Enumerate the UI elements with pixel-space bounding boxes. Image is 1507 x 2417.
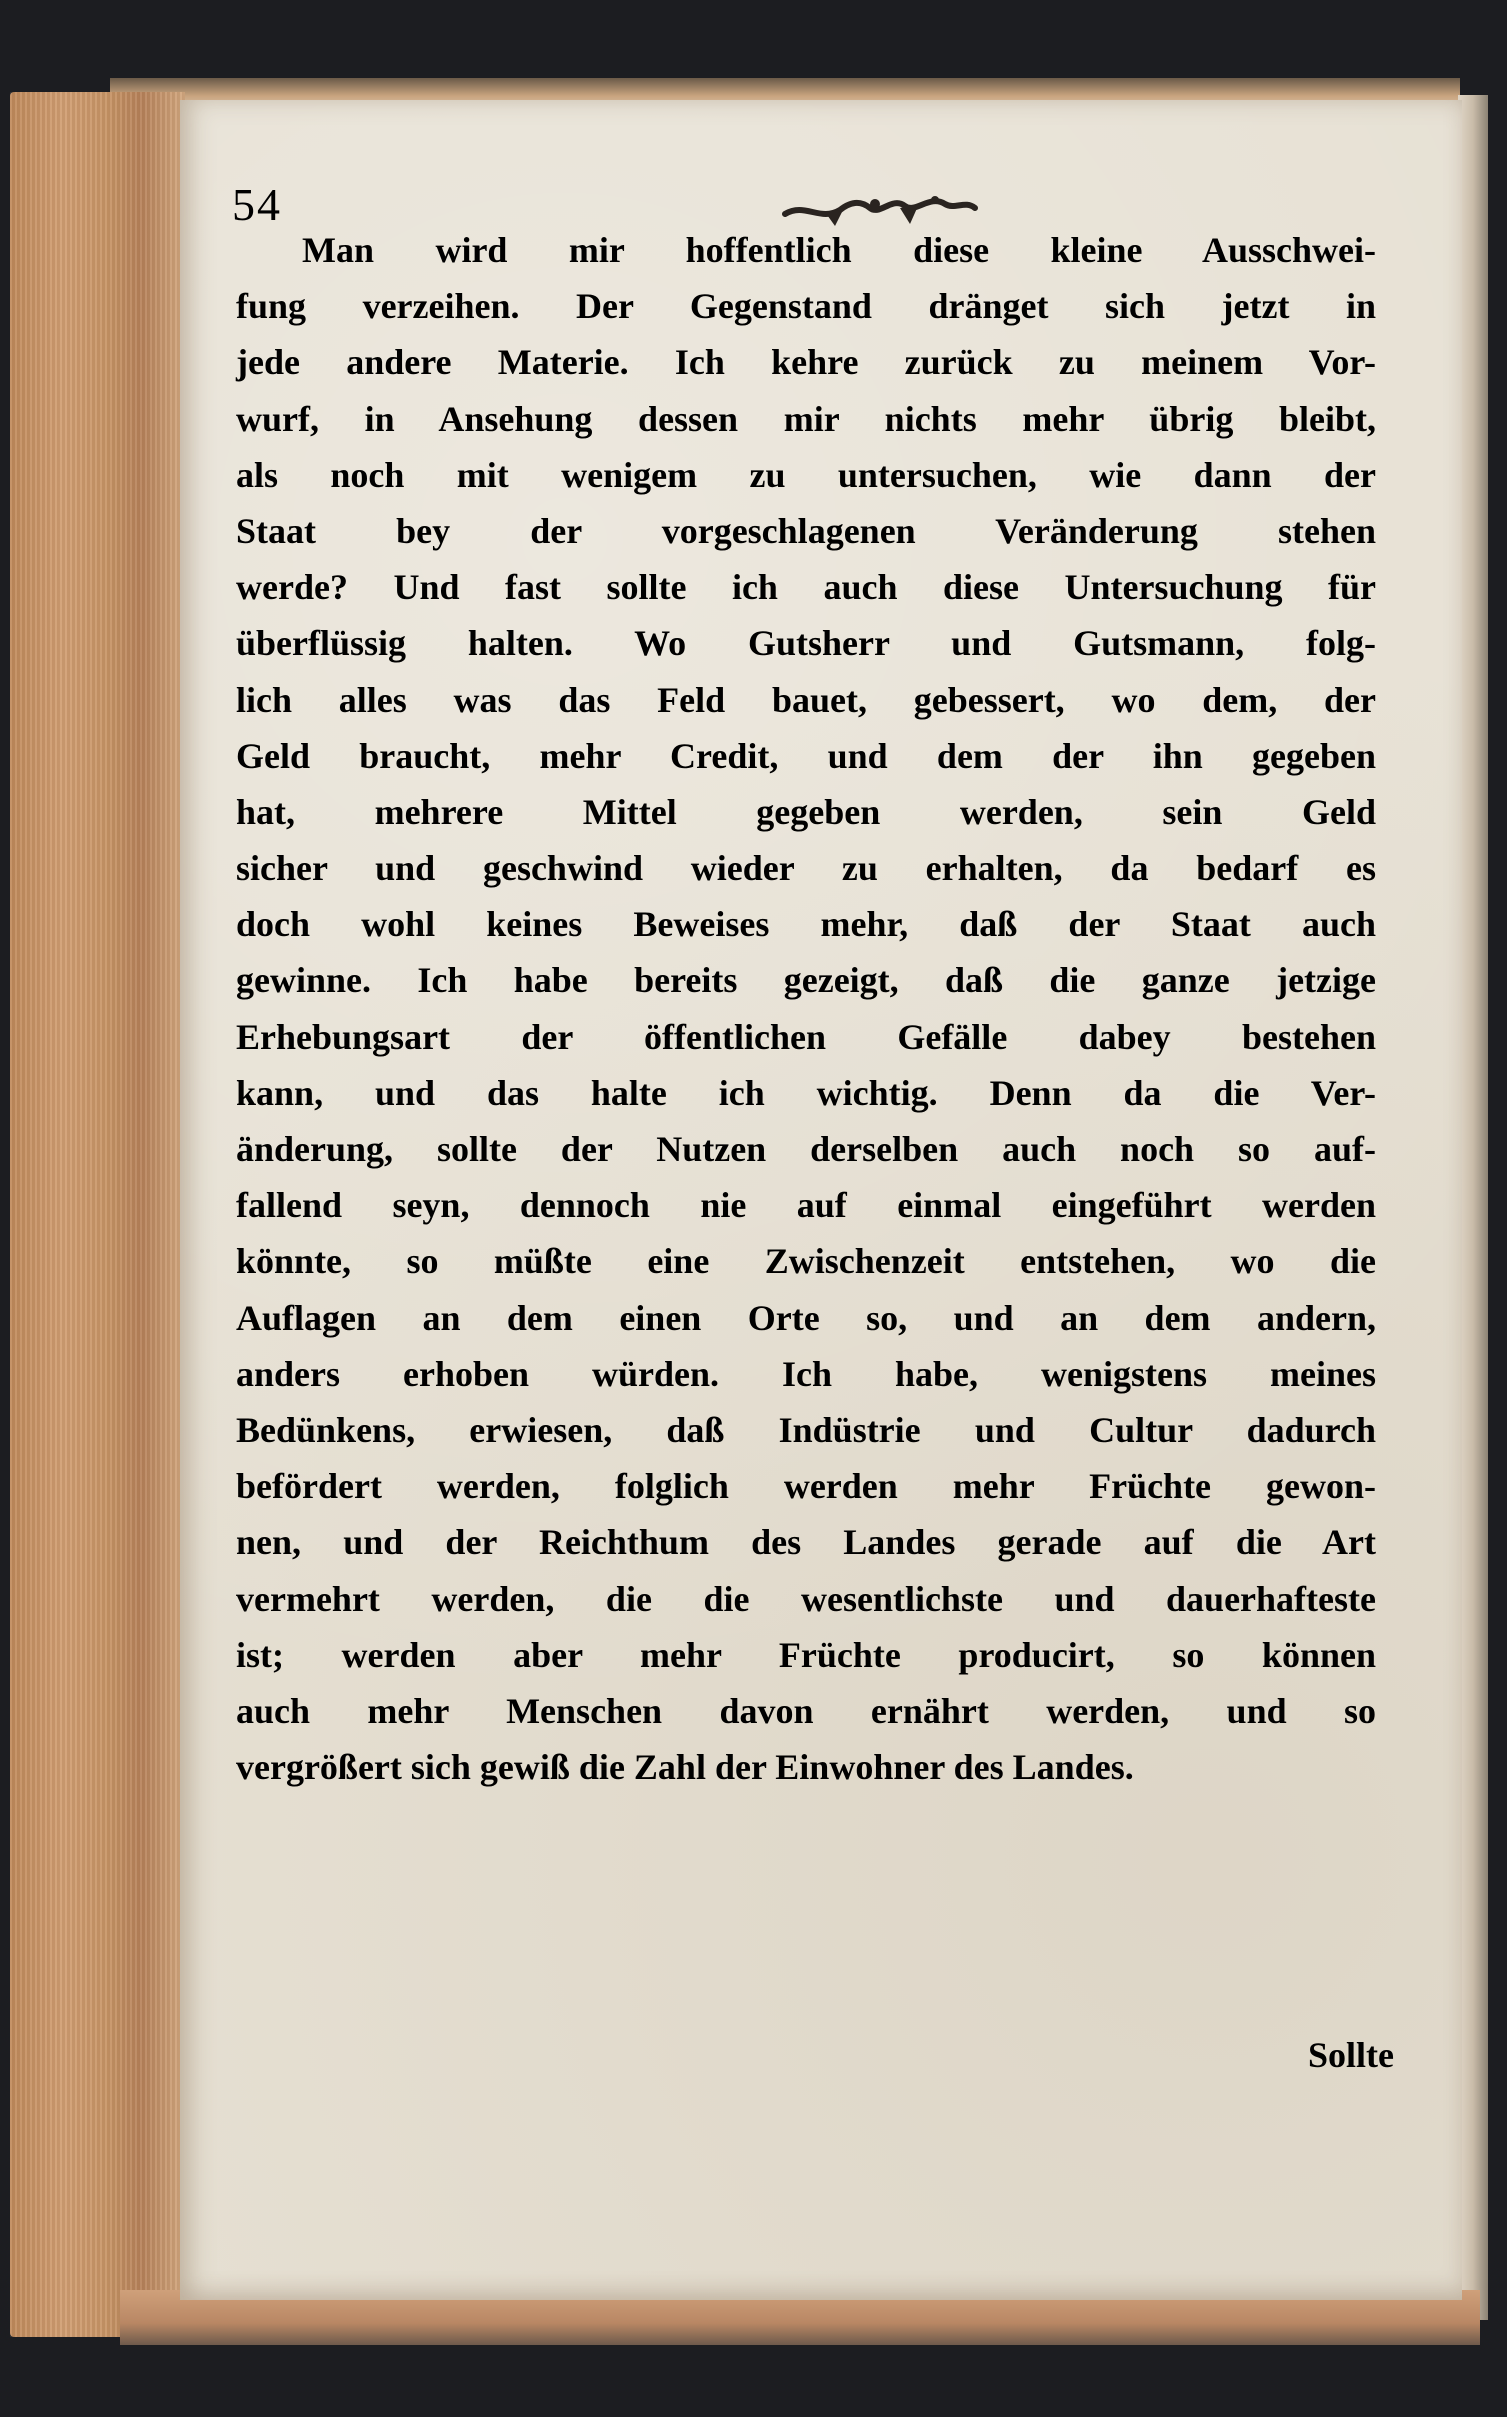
- book-right-edge: [1458, 95, 1488, 2320]
- text-line: Erhebungsart der öffentlichen Gefälle dabey bestehen: [236, 1016, 1376, 1057]
- text-line: könnte, so müßte eine Zwischenzeit entstehen, wo die: [236, 1241, 1376, 1282]
- text-line: hat, mehrere Mittel gegeben werden, sein Geld: [236, 791, 1376, 832]
- text-line: gewinne. Ich habe bereits gezeigt, daß die ganze jetzige: [236, 960, 1376, 1001]
- text-line: ist; werden aber mehr Früchte producirt, so können: [236, 1634, 1376, 1675]
- text-line: Geld braucht, mehr Credit, und dem der ihn gegeben: [236, 735, 1376, 776]
- text-line: sicher und geschwind wieder zu erhalten, da bedarf es: [236, 848, 1376, 889]
- text-line: fung verzeihen. Der Gegenstand dränget sich jetzt in: [236, 286, 1376, 327]
- text-line: vermehrt werden, die die wesentlichste und dauerhafteste: [236, 1578, 1376, 1619]
- text-line: Man wird mir hoffentlich diese kleine Ausschwei-: [302, 230, 1376, 270]
- text-line: kann, und das halte ich wichtig. Denn da die Ver-: [236, 1072, 1376, 1113]
- text-line: überflüssig halten. Wo Gutsherr und Gutsmann, folg-: [236, 623, 1376, 664]
- text-line: befördert werden, folglich werden mehr Früchte gewon-: [236, 1466, 1376, 1507]
- text-line: wurf, in Ansehung dessen mir nichts mehr übrig bleibt,: [236, 398, 1376, 439]
- text-line: lich alles was das Feld bauet, gebessert, wo dem, der: [236, 679, 1376, 720]
- text-line: auch mehr Menschen davon ernährt werden, und so: [236, 1690, 1376, 1731]
- text-line: Auflagen an dem einen Orte so, und an dem andern,: [236, 1297, 1376, 1338]
- text-line: doch wohl keines Beweises mehr, daß der Staat auch: [236, 904, 1376, 945]
- catchword: Sollte: [1308, 2035, 1394, 2075]
- text-line: anders erhoben würden. Ich habe, wenigstens meines: [236, 1353, 1376, 1394]
- page-number: 54: [232, 179, 282, 230]
- text-line: änderung, sollte der Nutzen derselben auch noch so auf-: [236, 1129, 1376, 1169]
- text-line: vergrößert sich gewiß die Zahl der Einwohner des Landes.: [236, 1747, 1134, 1788]
- text-line: als noch mit wenigem zu untersuchen, wie dann der: [236, 454, 1376, 495]
- text-line: jede andere Materie. Ich kehre zurück zu meinem Vor-: [236, 342, 1376, 383]
- text-line: fallend seyn, dennoch nie auf einmal eingeführt werden: [236, 1185, 1376, 1226]
- page-edge-stripes: [10, 92, 185, 2337]
- text-line: nen, und der Reichthum des Landes gerade auf die Art: [236, 1522, 1376, 1563]
- text-line: Bedünkens, erwiesen, daß Indüstrie und Cultur dadurch: [236, 1409, 1376, 1450]
- text-line: Staat bey der vorgeschlagenen Veränderung stehen: [236, 510, 1376, 551]
- book-left-edge: [10, 92, 185, 2337]
- text-line: werde? Und fast sollte ich auch diese Untersuchung für: [236, 567, 1376, 608]
- body-text: [236, 222, 1376, 1795]
